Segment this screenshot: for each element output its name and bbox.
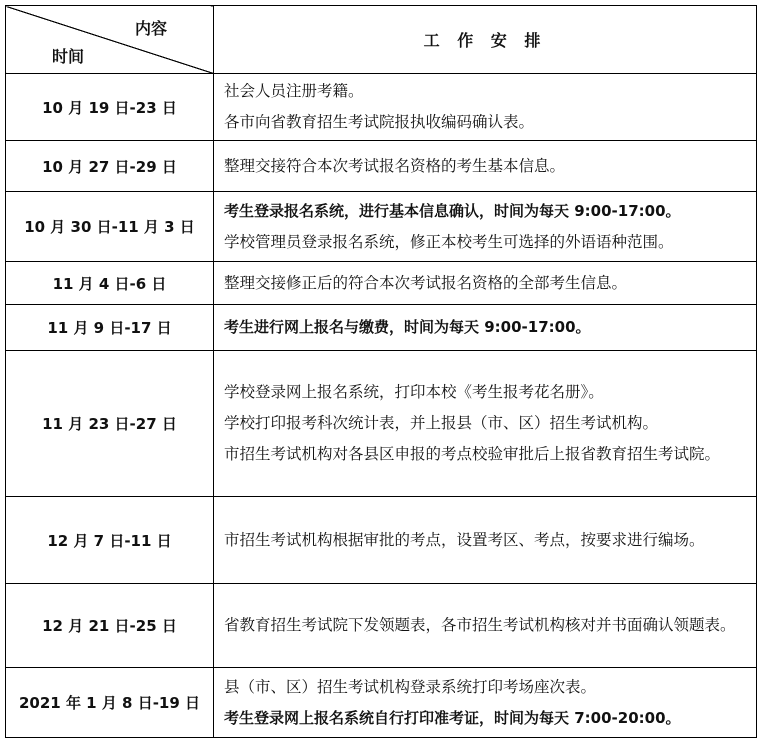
arrangement-text: 各市向省教育招生考试院报执收编码确认表。: [224, 113, 535, 131]
arrangement-cell: [214, 305, 757, 351]
header-row: [6, 6, 757, 74]
diagonal-header-cell: [6, 6, 214, 74]
arrangement-text: 整理交接修正后的符合本次考试报名资格的全部考生信息。: [224, 273, 628, 292]
arrangement-cell: [214, 141, 757, 192]
arrangement-cell: [214, 74, 757, 141]
time-header-label: 时间: [52, 47, 85, 66]
arrangement-cell: [214, 192, 757, 262]
schedule-row: [6, 351, 757, 497]
date-cell: 12 月 7 日-11 日: [6, 497, 214, 584]
arrangement-text: 整理交接符合本次考试报名资格的考生基本信息。: [224, 156, 566, 175]
arrangement-cell: [214, 584, 757, 668]
arrangement-cell: [214, 668, 757, 738]
date-cell: 2021 年 1 月 8 日-19 日: [6, 668, 214, 738]
schedule-row: [6, 141, 757, 192]
date-cell: 11 月 9 日-17 日: [6, 305, 214, 351]
schedule-row: [6, 262, 757, 305]
arrangement-cell: [214, 351, 757, 497]
schedule-row: [6, 74, 757, 141]
arrangement-text: 考生登录报名系统，进行基本信息确认，时间为每天 9:00-17:00。: [224, 201, 681, 220]
content-header-label: 内容: [134, 19, 167, 38]
date-cell: 10 月 19 日-23 日: [6, 74, 214, 141]
date-cell: 10 月 30 日-11 月 3 日: [6, 192, 214, 262]
schedule-row: [6, 668, 757, 738]
date-cell: 11 月 23 日-27 日: [6, 351, 214, 497]
arrangement-text: 省教育招生考试院下发领题表，各市招生考试机构核对并书面确认领题表。: [224, 616, 736, 634]
arrangement-text: 社会人员注册考籍。: [224, 82, 364, 100]
arrangement-text: 学校管理员登录报名系统，修正本校考生可选择的外语语种范围。: [224, 232, 674, 251]
arrangement-cell: [214, 497, 757, 584]
schedule-row: [6, 584, 757, 668]
schedule-table: [5, 5, 757, 738]
work-arrangement-header: 工 作 安 排: [214, 6, 757, 74]
schedule-row: [6, 497, 757, 584]
arrangement-text: 考生登录网上报名系统自行打印准考证，时间为每天 7:00-20:00。: [224, 708, 681, 727]
arrangement-text: 县（市、区）招生考试机构登录系统打印考场座次表。: [224, 677, 597, 696]
arrangement-cell: [214, 262, 757, 305]
arrangement-text: 市招生考试机构对各县区申报的考点校验审批后上报省教育招生考试院。: [224, 445, 721, 463]
date-cell: 10 月 27 日-29 日: [6, 141, 214, 192]
arrangement-text: 考生进行网上报名与缴费，时间为每天 9:00-17:00。: [224, 318, 591, 336]
date-cell: 11 月 4 日-6 日: [6, 262, 214, 305]
arrangement-text: 学校登录网上报名系统，打印本校《考生报考花名册》。: [224, 383, 604, 401]
schedule-row: [6, 305, 757, 351]
arrangement-text: 学校打印报考科次统计表，并上报县（市、区）招生考试机构。: [224, 414, 659, 432]
arrangement-text: 市招生考试机构根据审批的考点，设置考区、考点，按要求进行编场。: [224, 530, 705, 549]
schedule-row: [6, 192, 757, 262]
date-cell: 12 月 21 日-25 日: [6, 584, 214, 668]
